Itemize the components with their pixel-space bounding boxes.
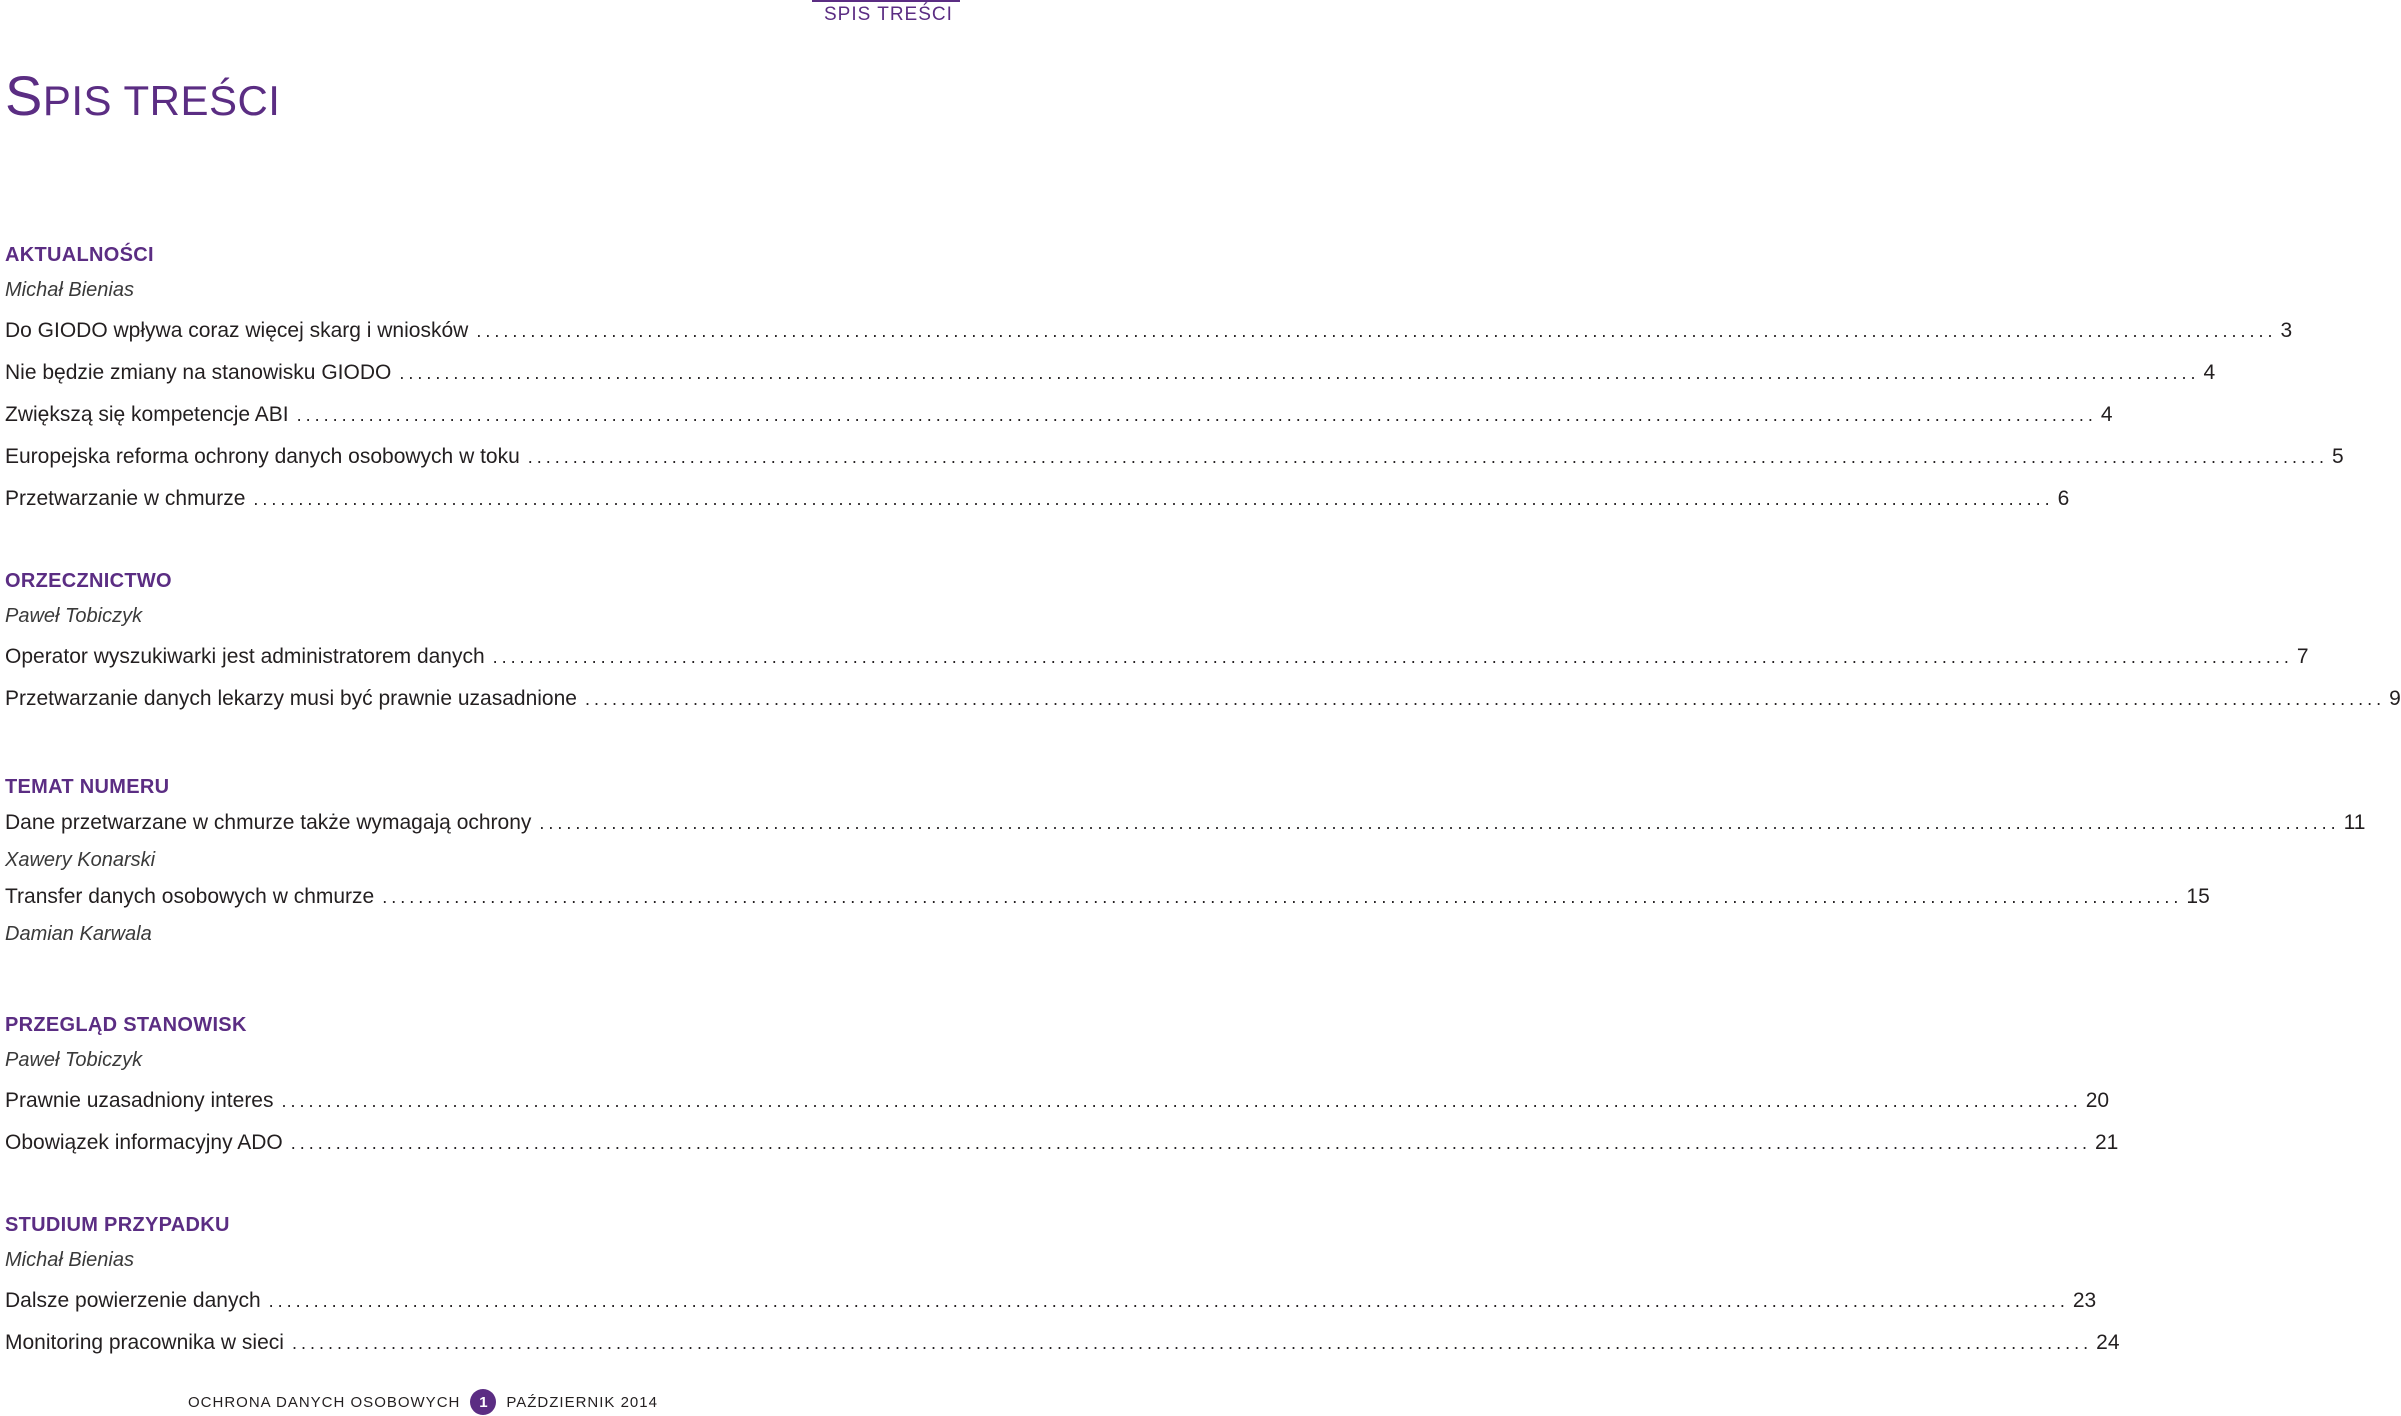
dot-leader: ........................................................................................................................................................................................................ [492,647,2293,667]
section-author: Paweł Tobiczyk [5,605,143,627]
toc-entry[interactable] [5,310,2293,352]
dot-leader: ........................................................................................................................................................................................................ [290,1133,2091,1153]
toc-entry[interactable] [5,436,2344,478]
entry-title: Przetwarzanie danych lekarzy musi być prawnie uzasadnione [5,687,577,710]
entry-title: Monitoring pracownika w sieci [5,1331,284,1354]
toc-entry[interactable] [5,352,2216,394]
dot-leader: ........................................................................................................................................................................................................ [584,689,2386,709]
dot-leader: ........................................................................................................................................................................................................ [399,363,2200,383]
toc-entry[interactable] [5,878,2210,916]
entry-page-number: 23 [2072,1289,2097,1312]
entry-page-number: 15 [2186,885,2210,908]
section-heading: ORZECZNICTWO [5,570,172,592]
entry-title: Przetwarzanie w chmurze [5,487,246,510]
section-spacer [5,1164,928,1210]
entry-title: Dalsze powierzenie danych [5,1289,261,1312]
toc-entry[interactable] [5,636,2309,678]
page-title [5,60,280,137]
footer-date: PAŹDZIERNIK 2014 [506,1393,658,1411]
dot-leader: ........................................................................................................................................................................................................ [296,405,2097,425]
toc-entry[interactable] [5,804,2366,842]
entry-page-number: 4 [2100,403,2113,426]
toc-entry[interactable] [5,1080,2110,1122]
entry-page-number: 24 [2096,1331,2120,1354]
entry-page-number: 5 [2331,445,2344,468]
page-footer [188,1388,658,1416]
section-heading: STUDIUM PRZYPADKU [5,1214,230,1236]
running-header: SPIS TREŚCI [812,0,960,28]
entry-title: Transfer danych osobowych w chmurze [5,885,375,908]
entry-title: Nie będzie zmiany na stanowisku GIODO [5,361,392,384]
toc-section-temat-numeru [5,772,2366,952]
issue-number-badge: 1 [470,1389,496,1415]
entry-page-number: 3 [2280,319,2293,342]
dot-leader: ........................................................................................................................................................................................................ [382,887,2183,907]
toc-entry[interactable] [5,1280,2097,1322]
section-spacer [5,952,928,1010]
table-of-contents [5,240,2401,1364]
toc-entry[interactable] [5,478,2070,520]
section-heading: AKTUALNOŚCI [5,244,154,266]
page-title-initial: S [5,64,43,127]
dot-leader: ........................................................................................................................................................................................................ [539,813,2340,833]
dot-leader: ........................................................................................................................................................................................................ [281,1091,2082,1111]
entry-page-number: 6 [2057,487,2070,510]
section-heading: PRZEGLĄD STANOWISK [5,1014,247,1036]
section-author: Paweł Tobiczyk [5,1049,143,1071]
toc-entry[interactable] [5,678,2401,720]
footer-publication: OCHRONA DANYCH OSOBOWYCH [188,1393,461,1411]
section-spacer [5,520,928,566]
entry-title: Europejska reforma ochrony danych osobowych w toku [5,445,520,468]
section-spacer [5,720,928,772]
toc-section-aktualnosci [5,240,2344,520]
toc-section-przeglad-stanowisk [5,1010,2119,1164]
page-title-rest: PIS TREŚCI [42,77,281,124]
toc-entry[interactable] [5,394,2113,436]
section-heading: TEMAT NUMERU [5,776,170,798]
section-author: Michał Bienias [5,1249,134,1271]
dot-leader: ........................................................................................................................................................................................................ [527,447,2328,467]
dot-leader: ........................................................................................................................................................................................................ [476,321,2277,341]
entry-title: Zwiększą się kompetencje ABI [5,403,289,426]
entry-title: Operator wyszukiwarki jest administratorem danych [5,645,485,668]
entry-page-number: 7 [2296,645,2309,668]
entry-author: Xawery Konarski [5,849,156,871]
entry-page-number: 11 [2343,811,2366,834]
toc-entry[interactable] [5,1122,2119,1164]
toc-section-studium-przypadku [5,1210,2120,1364]
dot-leader: ........................................................................................................................................................................................................ [253,489,2054,509]
entry-title: Do GIODO wpływa coraz więcej skarg i wniosków [5,319,469,342]
dot-leader: ........................................................................................................................................................................................................ [291,1333,2093,1353]
entry-title: Dane przetwarzane w chmurze także wymagają ochrony [5,811,532,834]
entry-author: Damian Karwala [5,923,152,945]
entry-page-number: 20 [2085,1089,2110,1112]
entry-page-number: 9 [2389,687,2401,710]
entry-page-number: 21 [2094,1131,2119,1154]
toc-section-orzecznictwo [5,566,2401,720]
section-author: Michał Bienias [5,279,134,301]
toc-entry[interactable] [5,1322,2120,1364]
dot-leader: ........................................................................................................................................................................................................ [268,1291,2069,1311]
entry-title: Obowiązek informacyjny ADO [5,1131,283,1154]
entry-title: Prawnie uzasadniony interes [5,1089,274,1112]
entry-page-number: 4 [2203,361,2216,384]
